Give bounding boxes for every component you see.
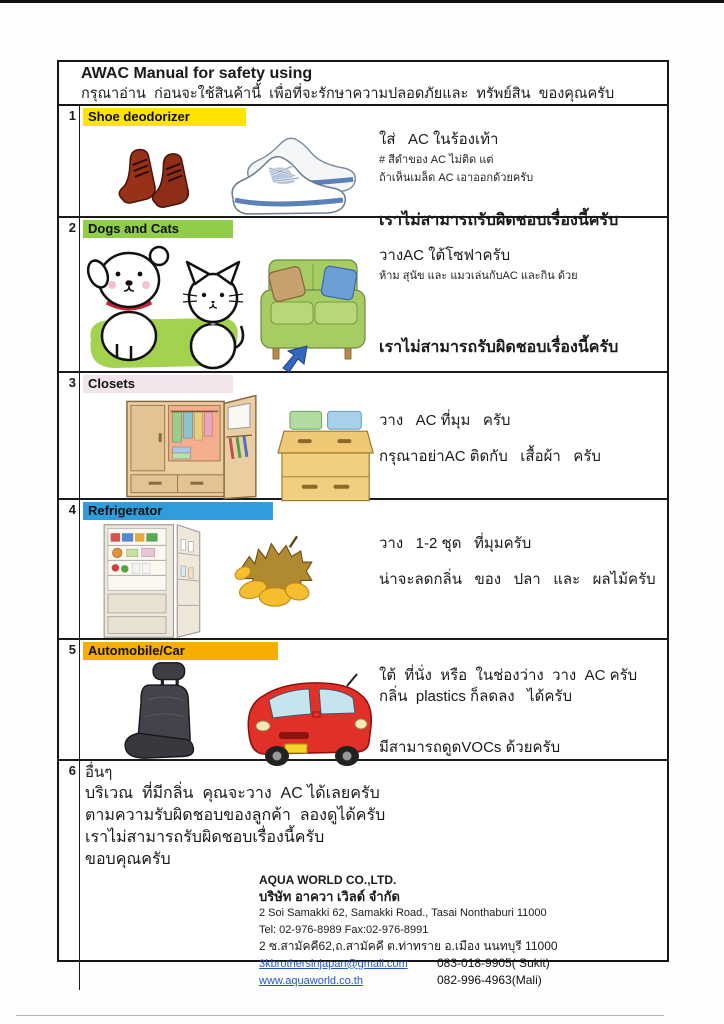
company-name-en: AQUA WORLD CO.,LTD.: [259, 873, 397, 887]
section-row-automobile: [59, 640, 667, 761]
instruction-main: วาง 1-2 ชุด ที่มุมครับ: [379, 535, 532, 552]
email-link[interactable]: 3kbrothersinjapan@gmail.com: [259, 957, 408, 970]
section-number: 4: [59, 500, 80, 638]
instruction-note: ถ้าเห็นเมล็ด AC เอาออกด้วยครับ: [379, 172, 534, 185]
arrow-icon: [283, 346, 307, 372]
instruction-main: มีสามารถดูดVOCs ด้วยครับ: [379, 739, 561, 756]
refrigerator-illustration: [95, 521, 207, 641]
instruction-main: บริเวณ ที่มีกลิ่น คุณจะวาง AC ได้เลยครับ: [85, 785, 380, 802]
scan-edge-bottom: [16, 1015, 664, 1016]
instruction-main: ใต้ ที่นั่ง หรือ ในช่องว่าง วาง AC ครับ: [379, 667, 638, 684]
disclaimer-text: เราไม่สามารถรับผิดชอบเรื่องนี้ครับ: [379, 339, 619, 357]
disclaimer-text: เราไม่สามารถรับผิดชอบเรื่องนี้ครับ: [85, 829, 325, 846]
instruction-main: วาง AC ที่มุม ครับ: [379, 412, 511, 429]
section-number: 1: [59, 106, 80, 216]
car-seat-illustration: [113, 661, 221, 761]
phone-sukit: 083-018-9905( Sukit): [437, 955, 550, 970]
section-label: Refrigerator: [83, 502, 273, 520]
dog-and-cat-illustration: [83, 240, 245, 376]
instruction-main: น่าจะลดกลิ่น ของ ปลา และ ผลไม้ครับ: [379, 570, 656, 588]
section-row-dogs-and-cats: [59, 218, 667, 373]
instruction-main: ตามความรับผิดชอบของลูกค้า ลองดูได้ครับ: [85, 807, 386, 824]
sofa-illustration: [257, 252, 369, 374]
sneakers-illustration: [225, 134, 365, 220]
section-row-closets: [59, 373, 667, 500]
section-number: 6: [59, 761, 80, 990]
company-address-th: 2 ซ.สามัคคี62,ถ.สามัคคี ต.ท่าทราย อ.เมือง นนทบุรี 11000: [259, 939, 558, 953]
website-link[interactable]: www.aquaworld.co.th: [259, 975, 363, 987]
page-title: AWAC Manual for safety using: [81, 65, 313, 82]
section-row-others: [59, 761, 667, 990]
instruction-main: กรุณาอย่าAC ติดกับ เสื้อผ้า ครับ: [379, 447, 601, 465]
section-label: Dogs and Cats: [83, 220, 233, 238]
company-address-en: 2 Soi Samakki 62, Samakki Road., Tasai Nonthaburi 11000: [259, 907, 547, 919]
section-label: อื่นๆ: [85, 764, 113, 781]
wardrobe-illustration: [121, 395, 260, 505]
section-number: 5: [59, 640, 80, 759]
page-subtitle: กรุณาอ่าน ก่อนจะใช้สินค้านี้ เพื่อที่จะรักษาความปลอดภัยและ ทรัพย์สิน ของคุณครับ: [81, 86, 615, 102]
cat-figure: [183, 262, 243, 368]
company-name-th: บริษัท อาควา เวิลด์ จำกัด: [259, 888, 400, 904]
section-label: Automobile/Car: [83, 642, 278, 660]
company-info-block: [259, 872, 663, 990]
instruction-main: วางAC ใต้โซฟาครับ: [379, 247, 511, 264]
instruction-note: # สีดำของ AC ไม่ติด แต่: [379, 153, 494, 166]
instruction-main: กลิ่น plastics ก็ลดลง ได้ครับ: [379, 687, 572, 705]
section-label: Closets: [83, 375, 233, 393]
manual-table: [57, 60, 669, 987]
manual-header: [59, 62, 667, 106]
section-label: Shoe deodorizer: [83, 108, 246, 126]
thank-you-text: ขอบคุณครับ: [85, 851, 171, 868]
scan-edge-top: [0, 0, 724, 3]
durian-illustration: [229, 532, 321, 616]
section-number: 2: [59, 218, 80, 371]
instruction-main: ใส่ AC ในร้องเท้า: [379, 131, 499, 148]
drawer-chest-illustration: [276, 403, 375, 505]
instruction-note: ห้าม สุนัข และ แมวเล่นกับAC และกิน ด้วย: [379, 269, 578, 282]
section-row-refrigerator: [59, 500, 667, 640]
company-tel-fax: Tel: 02-976-8989 Fax:02-976-8991: [259, 923, 429, 936]
phone-mali: 082-996-4963(Mali): [437, 973, 542, 987]
disclaimer-text: เราไม่สามารถรับผิดชอบเรื่องนี้ครับ: [379, 212, 619, 230]
section-number: 3: [59, 373, 80, 498]
dress-shoes-illustration: [111, 136, 199, 216]
red-car-illustration: [235, 668, 375, 768]
